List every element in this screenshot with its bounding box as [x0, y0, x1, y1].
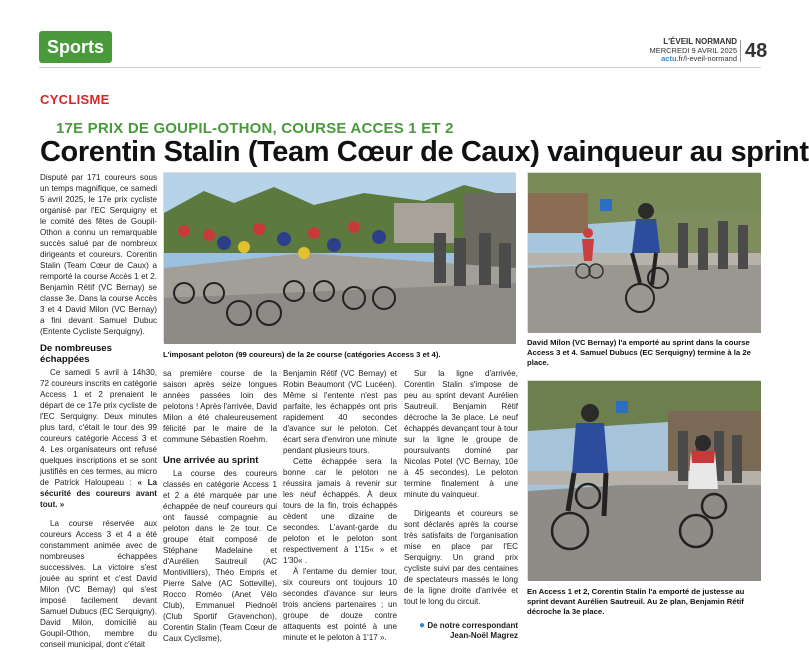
subhead-echappees: De nombreuses échappées [40, 343, 112, 365]
paragraph: La course réservée aux coureurs Access 3 et 4 a été constamment animée avec de nombreuses échappées successives. La victoire s'est jouée au sprint et c'est David Milon (VC Bernay) qui s'est imposé facilement devant Samuel Dubucs (EC Serquigny). David Milon, domicilié au Goupil-Othon, membre du conseil municipal, dont c'était [40, 519, 157, 649]
paragraph: Benjamin Rétif (VC Bernay) et Robin Beaumont (VC Lucéen). Même si l'entente n'est pas parfaite, les échappés ont pris rapidement 40 secondes d'avance sur le peloton. Cet écart sera d'environ une minute pendant plusieurs tours. [283, 369, 397, 455]
paragraph: Sur la ligne d'arrivée, Corentin Stalin s'impose de peu au sprint devant Aurélien Sautreuil. Benjamin Rétif décroche la 3e place. Le neuf échappés devançant tour à tour sur la ligne le groupe de poursuivants dominé par Nicolas Potel (VC Bernay, 10e à 45 secondes). Le peloton termine finalement à une minute du vainqueur. [404, 369, 518, 499]
paragraph: Dirigeants et coureurs se sont déclarés après la course très satisfaits de l'organisation mise en place par l'EC Serquigny. Un grand prix cycliste suivi par des centaines de spectateurs massés le long de la ligne droite d'arrivée et tout le long du circuit. [404, 509, 518, 606]
subhead-arrivee: Une arrivée au sprint [163, 455, 259, 466]
paragraph: La course des coureurs classés en catégorie Access 1 et 2 a été marquée par une échappée de neuf coureurs qui ont faussé compagnie au peloton dans le 2e tour. Ce groupe était composé de Stéphane Madelaine et d'Aurélien Sautreuil (AC Montivilliers), Théo Empris et Pierre Salve (AC Sotteville), Rocco Roméo (Anet Vélo Club), Emmanuel Piednoël (Club Sportif Gravenchon), Corentin Stalin (Team Cœur de Caux Cyclisme), [163, 469, 277, 643]
author-credit: ● De notre correspondant [419, 620, 518, 631]
newspaper-name: L'ÉVEIL NORMAND [663, 37, 737, 46]
caption-milon: David Milon (VC Bernay) l'a emporté au sprint dans la course Access 3 et 4. Samuel Dubucs (EC Serquigny) termine à la 2e place. [527, 338, 751, 367]
site-url[interactable]: actu.fr/l-eveil-normand [661, 54, 737, 63]
paragraph: À l'entame du dernier tour, six coureurs ont toujours 10 secondes d'avance sur leurs trois anciens partenaires ; un groupe de douze contre attaquents est pointé à une minute et le peloton à 1'17 ». [283, 567, 397, 642]
caption-stalin: En Access 1 et 2, Corentin Stalin l'a emporté de justesse au sprint devant Aurélien Sautreuil. Au 2e plan, Benjamin Rétif décroche la 3e place. [527, 587, 745, 616]
paragraph: Ce samedi 5 avril à 14h30, 72 coureurs inscrits en catégorie Access 1 et 2 prenaient le départ de ce 17e prix cycliste de l'EC Serquigny. Deux minutes plus tard, c'était le tour des 99 coureurs catégorie Access 3 et 4. Les organisateurs ont refusé quelques inscriptions et se sont justifiés en ces termes, au micro de Patrick Haloupeau : « La sécurité des coureurs avant tout. » [40, 368, 158, 509]
article-column-2 [163, 368, 277, 644]
photo-stalin-sprint[interactable] [527, 380, 760, 580]
article-column-4 [404, 368, 518, 641]
bullet-icon: ● [419, 620, 426, 631]
section-tab-sports[interactable]: Sports [39, 31, 112, 63]
page-number: 48 [740, 40, 767, 62]
article-column-1 [40, 172, 157, 650]
masthead [649, 38, 737, 64]
author-name: Jean-Noël Magrez [449, 631, 518, 640]
photo-milon-sprint[interactable] [527, 172, 760, 332]
intro-paragraph: Disputé par 171 coureurs sous un temps magnifique, ce samedi 5 avril 2025, le 17e prix cycliste organisé par l'EC Serquigny et le comité des fêtes de Goupil-Othon a connu un remarquable succès salué par de nombreux dirigeants et coureurs. Corentin Stalin (Team Cœur de Caux) a remporté la course Accès 1 et 2. Benjamin Rétif (VC Bernay) se classe 3e. Dans la course Accès 3 et 4 David Milon (VC Bernay) a fini devant Samuel Dubuc (Entente Cycliste Serquigny). [40, 173, 157, 336]
section-label: CYCLISME [40, 92, 110, 107]
issue-date: MERCREDI 9 AVRIL 2025 [649, 45, 737, 55]
article-headline: Corentin Stalin (Team Cœur de Caux) vainqueur au sprint [40, 136, 809, 168]
paragraph: sa première course de la saison après seize longues années passées loin des pelotons ! Après l'arrivée, David Milon a été chaleureusement félicité par le maire de la commune Sébastien Roehm. [163, 369, 277, 444]
header-divider [39, 67, 761, 68]
article-column-3 [283, 368, 397, 643]
article-kicker: 17E PRIX DE GOUPIL-OTHON, COURSE ACCES 1 ET 2 [56, 120, 454, 137]
paragraph: Cette échappée sera la bonne car le peloton ne réussira jamais à revenir sur les neuf échappés. À deux tours de la fin, trois échappés cèdent une dizaine de secondes. L'avant-garde du peloton et le peloton sont respectivement à 1'15« » et 1'30« . [283, 457, 397, 565]
caption-peloton: L'imposant peloton (99 coureurs) de la 2e course (catégories Access 3 et 4). [163, 350, 441, 359]
photo-peloton[interactable] [163, 172, 515, 343]
